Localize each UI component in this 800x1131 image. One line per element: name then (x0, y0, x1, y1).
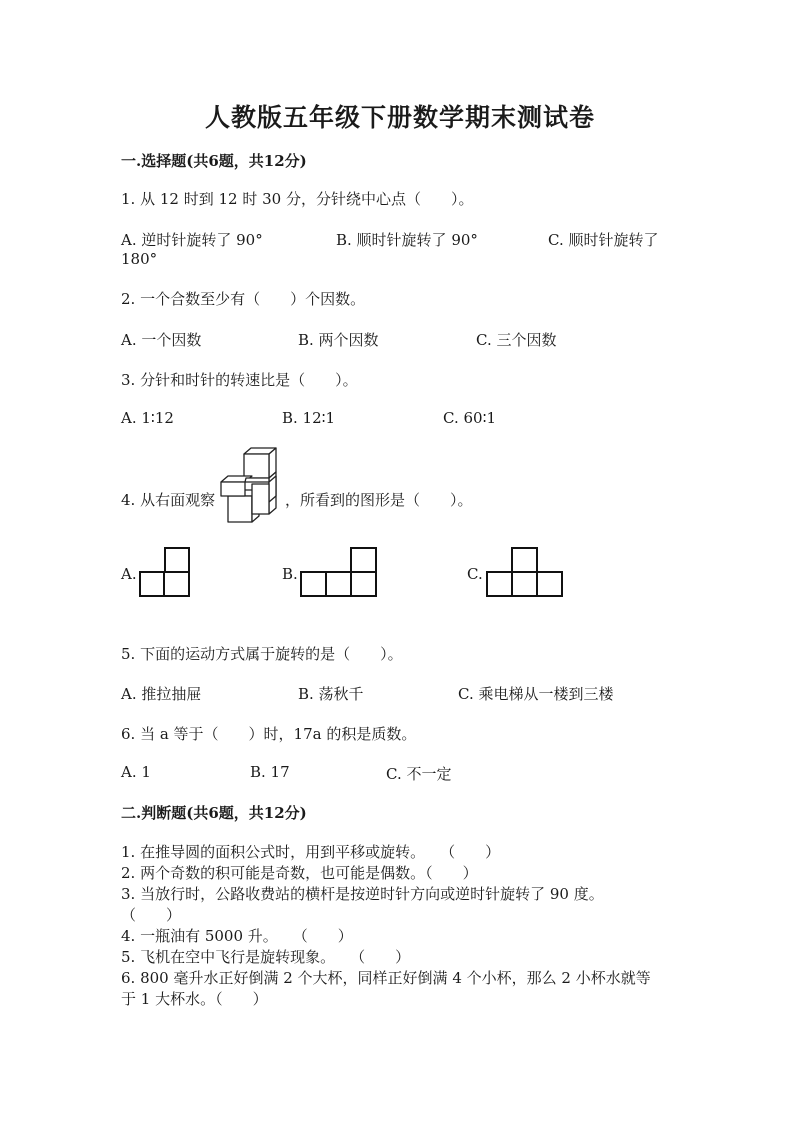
q1-option-b: B. 顺时针旋转了 90° (336, 231, 478, 249)
question-3: 3. 分针和时针的转速比是（ ）。 (121, 371, 358, 389)
judge-item-3: 3. 当放行时，公路收费站的横杆是按逆时针方向或逆时针旋转了 90 度。 (121, 885, 604, 903)
section-heading-choice: 一.选择题(共6题，共12分) (121, 152, 307, 170)
q6-option-a: A. 1 (121, 763, 151, 781)
question-4-end: ，所看到的图形是（ ）。 (285, 491, 473, 509)
judge-item-2: 2. 两个奇数的积可能是奇数，也可能是偶数。（ ） (121, 864, 478, 882)
q6-option-b: B. 17 (250, 763, 290, 781)
question-4-start: 4. 从右面观察 (121, 491, 216, 509)
q4-option-c-label: C. (467, 565, 483, 583)
q4-option-b-label: B. (282, 565, 298, 583)
q2-option-c: C. 三个因数 (476, 331, 557, 349)
judge-item-6-continued: 于 1 大杯水。（ ） (121, 990, 268, 1008)
q4-option-c-shape (486, 547, 564, 599)
q4-option-b-shape (300, 547, 378, 599)
page-title: 人教版五年级下册数学期末测试卷 (204, 103, 595, 132)
q4-option-a-shape (139, 547, 191, 599)
question-5: 5. 下面的运动方式属于旋转的是（ ）。 (121, 645, 403, 663)
cube-stack-figure (218, 446, 280, 526)
judge-item-3-continued: （ ） (121, 906, 182, 924)
q4-option-a-label: A. (121, 565, 137, 583)
q5-option-a: A. 推拉抽屉 (121, 685, 202, 703)
q1-option-a: A. 逆时针旋转了 90° (121, 231, 263, 249)
question-1: 1. 从 12 时到 12 时 30 分，分针绕中心点（ ）。 (121, 190, 474, 208)
q3-option-b: B. 12∶1 (282, 409, 336, 427)
section-heading-judge: 二.判断题(共6题，共12分) (121, 804, 307, 822)
judge-item-4: 4. 一瓶油有 5000 升。 （ ） (121, 927, 353, 945)
q5-option-b: B. 荡秋千 (298, 685, 364, 703)
question-6: 6. 当 a 等于（ ）时，17a 的积是质数。 (121, 725, 417, 743)
judge-item-6: 6. 800 毫升水正好倒满 2 个大杯，同样正好倒满 4 个小杯，那么 2 小杯水就等 (121, 969, 651, 987)
q1-option-c-continued: 180° (121, 250, 158, 268)
judge-item-1: 1. 在推导圆的面积公式时，用到平移或旋转。 （ ） (121, 843, 501, 861)
q6-option-c: C. 不一定 (386, 765, 452, 783)
q3-option-c: C. 60∶1 (443, 409, 497, 427)
judge-item-5: 5. 飞机在空中飞行是旋转现象。 （ ） (121, 948, 411, 966)
q3-option-a: A. 1∶12 (121, 409, 174, 427)
q5-option-c: C. 乘电梯从一楼到三楼 (458, 685, 614, 703)
q2-option-b: B. 两个因数 (298, 331, 379, 349)
question-2: 2. 一个合数至少有（ ）个因数。 (121, 290, 366, 308)
q1-option-c: C. 顺时针旋转了 (548, 231, 659, 249)
q2-option-a: A. 一个因数 (121, 331, 202, 349)
